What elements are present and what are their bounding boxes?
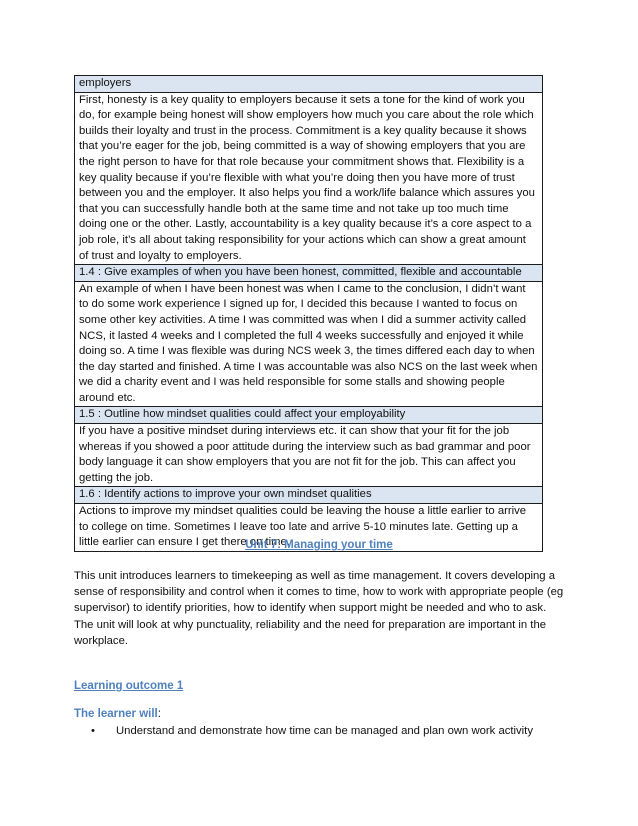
- table-row: [75, 265, 543, 282]
- learning-outcome-heading: Learning outcome 1: [74, 680, 184, 692]
- unit-title: Unit 7: Managing your time: [245, 539, 393, 551]
- bullet-icon: •: [91, 725, 95, 737]
- row-text: 1.4 : Give examples of when you have been honest, committed, flexible and accountable: [75, 265, 543, 282]
- table-row: [75, 76, 543, 93]
- table-row: [75, 487, 543, 504]
- table-row: [75, 407, 543, 424]
- learner-will-label: [74, 708, 161, 720]
- learner-will-colon: :: [157, 708, 161, 720]
- row-text: 1.6 : Identify actions to improve your own mindset qualities: [75, 487, 543, 504]
- row-text: An example of when I have been honest was when I came to the conclusion, I didn’t want to do some work experience I signed up for, I decided this because I wanted to focus on some other key activities. A time I was committed was when I did a summer activity called NCS, it lasted 4 weeks and I completed the full 4 weeks successfully and enjoyed it while doing so. A time I was flexible was during NCS week 3, the times differed each day to when the day started and finished. A time I was accountable was also NCS on the last week when we did a charity event and I was held responsible for some stalls and showing people around etc.: [75, 281, 543, 407]
- table-row: [75, 281, 543, 407]
- table-row: [75, 424, 543, 487]
- list-item-text: Understand and demonstrate how time can be managed and plan own work activity: [116, 725, 533, 737]
- intro-paragraph: This unit introduces learners to timekeeping as well as time management. It covers developing a sense of responsibility and control when it comes to time, how to work with appropriate people (eg supervisor) to identify priorities, how to identify when support might be needed and who to ask.: [74, 570, 564, 615]
- row-text: employers: [75, 76, 543, 93]
- list-item: [91, 723, 561, 739]
- qa-table: [74, 75, 543, 552]
- learner-will-text: The learner will: [74, 708, 158, 720]
- table-row: [75, 92, 543, 265]
- unit-introduction: [74, 568, 566, 649]
- row-text: If you have a positive mindset during interviews etc. it can show that your fit for the job whereas if you showed a poor attitude during the interview such as bad grammar and poor body language it can show employers that you are not fit for the job. This can affect you getting the job.: [75, 424, 543, 487]
- row-text: 1.5 : Outline how mindset qualities could affect your employability: [75, 407, 543, 424]
- intro-paragraph: The unit will look at why punctuality, reliability and the need for preparation are important in the workplace.: [74, 618, 547, 647]
- row-text: First, honesty is a key quality to employers because it sets a tone for the kind of work you do, for example being honest will show employers how much you care about the role which builds their loyalty and trust in the process. Commitment is a key quality because it shows that you’re eager for the job, being committed is a way of showing employers that you are the right person to have for that role because your commitment shows that. Flexibility is a key quality because if you’re flexible with what you’re doing then you have more of trust between you and the employer. It also helps you find a work/life balance which assures you that you can successfully handle both at the same time and not take up too much time doing one or the other. Lastly, accountability is a key quality because it’s a core aspect to a job role, it’s all about taking responsibility for your actions which can show a great amount of trust and loyalty to employers.: [75, 92, 543, 265]
- row-text: Actions to improve my mindset qualities could be leaving the house a little earlier to arrive to college on time. Sometimes I leave too late and arrive 5-10 minutes late. Getting up a little earlier can ensure I get there on time.: [75, 504, 543, 552]
